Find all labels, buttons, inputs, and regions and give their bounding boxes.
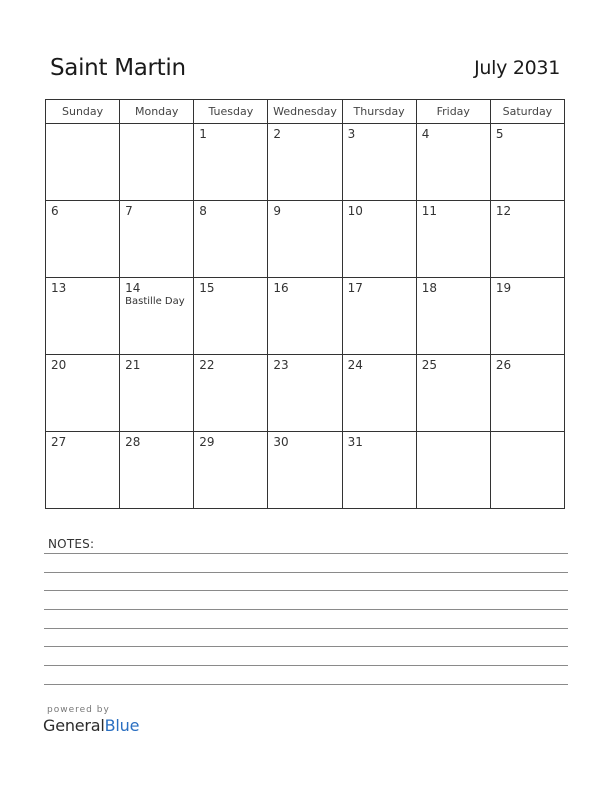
day-number: 25 (421, 358, 437, 372)
day-cell (46, 355, 120, 432)
day-number: 21 (125, 358, 141, 372)
calendar-grid (45, 99, 565, 509)
day-cell (342, 278, 416, 355)
day-cell (490, 278, 564, 355)
day-number: 8 (199, 204, 207, 218)
week-row (46, 278, 565, 355)
day-number: 11 (421, 204, 437, 218)
day-cell (46, 201, 120, 278)
note-line (44, 590, 568, 591)
day-number: 7 (125, 204, 133, 218)
day-number: 28 (125, 435, 141, 449)
day-cell (120, 124, 194, 201)
week-row (46, 124, 565, 201)
day-cell (268, 124, 342, 201)
day-number: 23 (273, 358, 289, 372)
day-cell (268, 201, 342, 278)
day-cell (416, 432, 490, 509)
day-cell (46, 278, 120, 355)
weekday-header: Sunday (46, 100, 120, 124)
day-number: 27 (51, 435, 67, 449)
day-number (120, 124, 193, 127)
day-number (46, 124, 119, 127)
day-cell (120, 432, 194, 509)
note-line (44, 646, 568, 647)
weekday-header: Saturday (490, 100, 564, 124)
day-number: 14 (125, 281, 141, 295)
day-cell (416, 355, 490, 432)
day-number: 16 (273, 281, 289, 295)
day-cell (490, 124, 564, 201)
holiday-label: Bastille Day (125, 296, 185, 307)
day-cell (416, 124, 490, 201)
day-cell (342, 355, 416, 432)
note-line (44, 665, 568, 666)
weekday-header-row (46, 100, 565, 124)
day-number: 24 (347, 358, 363, 372)
day-cell (194, 432, 268, 509)
day-number: 2 (273, 127, 282, 141)
day-cell (268, 278, 342, 355)
weekday-header: Thursday (342, 100, 416, 124)
day-cell (342, 432, 416, 509)
day-number: 29 (199, 435, 215, 449)
brand-part-blue: Blue (104, 716, 140, 735)
day-number (491, 432, 564, 435)
day-cell (416, 278, 490, 355)
notes-label: NOTES: (48, 537, 95, 551)
day-number: 17 (347, 281, 363, 295)
day-cell (194, 124, 268, 201)
week-row (46, 201, 565, 278)
day-number: 9 (273, 204, 282, 218)
day-cell (194, 201, 268, 278)
day-number: 26 (495, 358, 512, 372)
weekday-header: Wednesday (268, 100, 342, 124)
day-number: 3 (347, 127, 356, 141)
day-cell (268, 432, 342, 509)
day-cell (490, 355, 564, 432)
day-cell (120, 355, 194, 432)
day-number: 20 (51, 358, 67, 372)
generalblue-logo (43, 716, 139, 735)
powered-by-label: powered by (47, 705, 110, 715)
day-cell (416, 201, 490, 278)
day-cell (490, 432, 564, 509)
day-number: 15 (199, 281, 215, 295)
day-number: 22 (199, 358, 215, 372)
day-cell (120, 201, 194, 278)
note-line (44, 553, 568, 554)
day-cell (268, 355, 342, 432)
day-number: 19 (495, 281, 512, 295)
week-row (46, 432, 565, 509)
day-cell (46, 124, 120, 201)
brand-part-general: General (43, 716, 105, 735)
month-label: July 2031 (474, 57, 560, 79)
day-number: 13 (51, 281, 67, 295)
note-line (44, 684, 568, 685)
day-number: 1 (199, 127, 207, 141)
day-number: 4 (421, 127, 430, 141)
day-number: 31 (347, 435, 363, 449)
day-number: 12 (495, 204, 512, 218)
weekday-header: Tuesday (194, 100, 268, 124)
day-number: 6 (51, 204, 59, 218)
weekday-header: Monday (120, 100, 194, 124)
day-cell (120, 278, 194, 355)
note-line (44, 609, 568, 610)
calendar-title: Saint Martin (50, 55, 186, 81)
day-number: 5 (495, 127, 504, 141)
day-number: 30 (273, 435, 289, 449)
day-number: 18 (421, 281, 437, 295)
note-line (44, 572, 568, 573)
day-number (417, 432, 490, 435)
day-cell (342, 201, 416, 278)
day-cell (194, 355, 268, 432)
day-number: 10 (347, 204, 363, 218)
weekday-header: Friday (416, 100, 490, 124)
week-row (46, 355, 565, 432)
note-line (44, 628, 568, 629)
day-cell (490, 201, 564, 278)
day-cell (194, 278, 268, 355)
day-cell (342, 124, 416, 201)
day-cell (46, 432, 120, 509)
